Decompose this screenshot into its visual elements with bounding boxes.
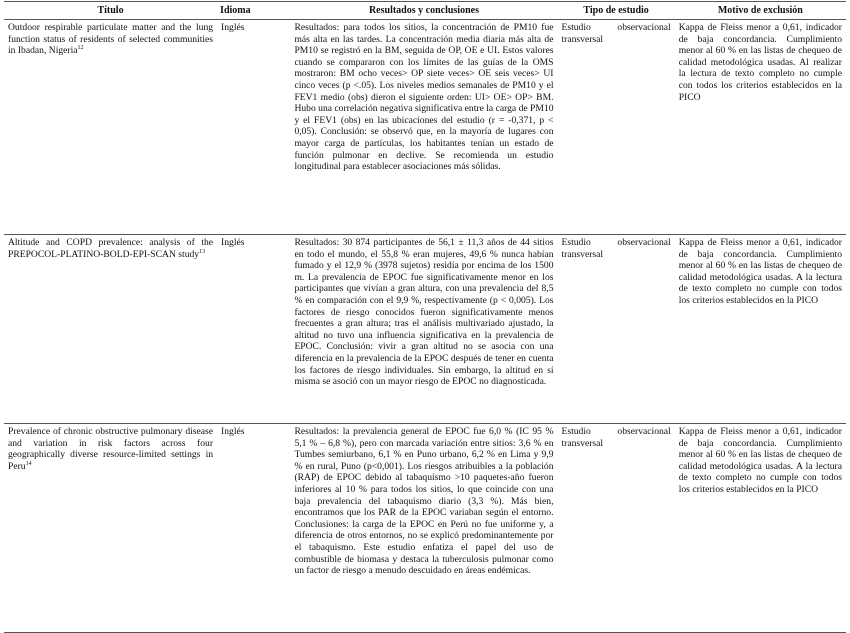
row-results: Resultados: 30 874 participantes de 56,1 ± 11,3 años de 44 sitios en todo el mundo, el 55,8 % eran mujeres, 49,6 % nunca habían fumado y el 12,9 % (3978 sujetos) residía por encima de los 1500 m. La prevalencia de EPOC fue significativamente menor en los participantes que vivían a gran altura, con una prevalencia del 8,5 % en comparación con el 9,9 %, respectivamente (p < 0,005). Los factores de riesgo conocidos fueron significativamente menos frecuentes a gran altura; tras el análisis multivariado ajustado, la altitud no tuvo una influencia significativa en la prevalencia de EPOC. Conclusión: vivir a gran altitud no se asocia con una diferencia en la prevalencia de la EPOC después de tener en cuenta los factores de riesgo individuales. Sin embargo, la altitud en sí misma se asoció con un mayor riesgo de EPOC no diagnosticada. bbox=[290, 235, 557, 424]
row-study-type: Estudio observacional transversal bbox=[558, 424, 675, 633]
table-row bbox=[4, 235, 846, 424]
table-row bbox=[4, 20, 846, 235]
header-title: Título bbox=[4, 2, 217, 20]
exclusion-table bbox=[4, 1, 846, 633]
title-text: Outdoor respirable particulate matter and the lung function status of residents of selected communities in Ibadan, Nigeria bbox=[8, 22, 214, 57]
table-row bbox=[4, 424, 846, 633]
title-text: Altitude and COPD prevalence: analysis of the PREPOCOL-PLATINO-BOLD-EPI-SCAN study bbox=[8, 237, 214, 260]
row-language: Inglés bbox=[217, 424, 290, 633]
row-results: Resultados: la prevalencia general de EPOC fue 6,0 % (IC 95 % 5,1 % – 6,8 %), pero con marcada variación entre sitios: 3,6 % en Tumbes semiurbano, 6,1 % en Puno urbano, 6,2 % en Lima y 9,9 % en rural, Puno (p<0,001). Los riesgos atribuibles a la población (RAP) de EPOC debido al tabaquismo >10 paquetes-año fueron inferiores al 10 % para todos los sitios, lo que coincide con una baja prevalencia del tabaquismo diario (3,3 %). Más bien, encontramos que los PAR de la EPOC variaban según el entorno. Conclusiones: la carga de la EPOC en Perú no fue uniforme y, a diferencia de otros entornos, no se explicó predominantemente por el tabaquismo. Este estudio enfatiza el papel del uso de combustible de biomasa y destaca la tuberculosis pulmonar como un factor de riesgo a menudo descuidado en áreas endémicas. bbox=[290, 424, 557, 633]
row-study-type: Estudio observacional transversal bbox=[558, 20, 675, 235]
reference-number: 14 bbox=[25, 460, 32, 467]
title-text: Prevalence of chronic obstructive pulmonary disease and variation in risk factors across four geographically diverse resource-limited settings in Peru bbox=[8, 426, 214, 472]
row-language: Inglés bbox=[217, 235, 290, 424]
row-exclusion: Kappa de Fleiss menor a 0,61, indicador de baja concordancia. Cumplimiento menor al 60 % en las listas de chequeo de calidad metodológica usadas. A la lectura de texto completo no cumple con todos los criterios establecidos en la PICO bbox=[675, 424, 846, 633]
row-title bbox=[4, 20, 217, 235]
reference-number: 12 bbox=[77, 45, 84, 51]
row-title bbox=[4, 424, 217, 633]
header-results: Resultados y conclusiones bbox=[290, 2, 557, 20]
header-row bbox=[4, 2, 846, 20]
row-language: Inglés bbox=[217, 20, 290, 235]
row-results: Resultados: para todos los sitios, la concentración de PM10 fue más alta en las tardes. La concentración media diaria más alta de PM10 se registró en la BM, seguida de OP, OE e UI. Estos valores cuando se compararon con los límites de las guías de la OMS mostraron: BM ocho veces> OP siete veces> OE seis veces> UI cinco veces (p <.05). Los niveles medios semanales de PM10 y el FEV1 medio (obs) dieron el siguiente orden: UI> OE> OP> BM. Hubo una correlación negativa significativa entre la carga de PM10 y el FEV1 (obs) en las ubicaciones del estudio (r = -0,371, p < 0,05). Conclusión: se observó que, en la mayoría de lugares con mayor carga de partículas, los habitantes tenían un estado de función pulmonar en declive. Se recomienda un estudio longitudinal para establecer asociaciones más sólidas. bbox=[290, 20, 557, 235]
header-exclusion: Motivo de exclusión bbox=[675, 2, 846, 20]
reference-number: 13 bbox=[199, 248, 206, 255]
row-exclusion: Kappa de Fleiss menor a 0,61, indicador de baja concordancia. Cumplimiento menor al 60 % en las listas de chequeo de calidad metodológica usadas. A la lectura de texto completo no cumple con todos los criterios establecidos en la PICO bbox=[675, 235, 846, 424]
row-title bbox=[4, 235, 217, 424]
header-language: Idioma bbox=[217, 2, 290, 20]
header-study-type: Tipo de estudio bbox=[558, 2, 675, 20]
row-exclusion: Kappa de Fleiss menor a 0,61, indicador de baja concordancia. Cumplimiento menor al 60 % en las listas de chequeo de calidad metodológica usadas. Al realizar la lectura de texto completo no cumple con todos los criterios establecidos en la PICO bbox=[675, 20, 846, 235]
row-study-type: Estudio observacional transversal bbox=[558, 235, 675, 424]
